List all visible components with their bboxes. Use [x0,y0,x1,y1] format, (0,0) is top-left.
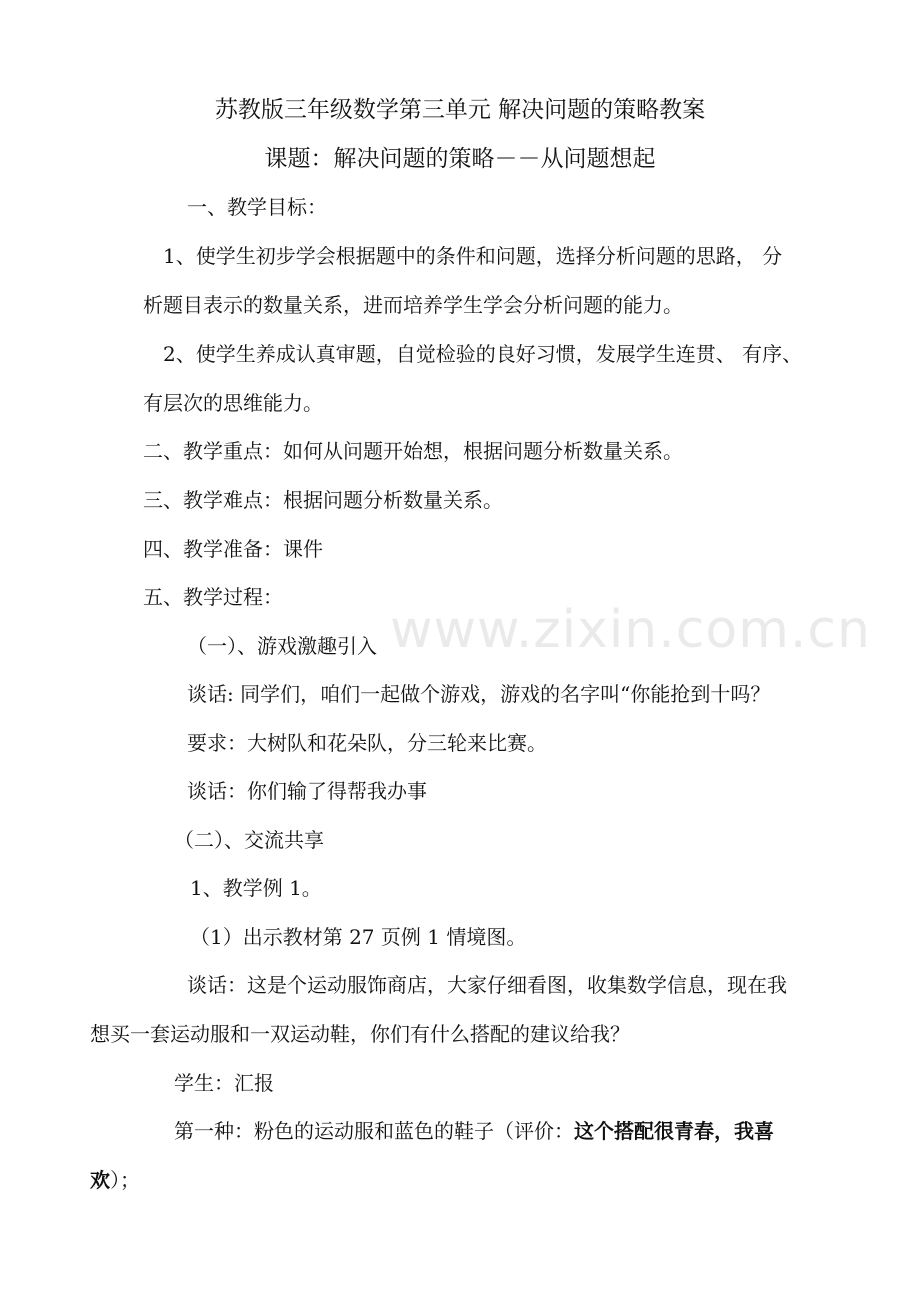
objective-1-line-2: 析题目表示的数量关系，进而培养学生学会分析问题的能力。 [143,293,683,317]
paragraph-requirement: 要求：大树队和花朵队，分三轮来比赛。 [187,731,547,755]
objective-1-line-1: 1、使学生初步学会根据题中的条件和问题，选择分析问题的思路， 分 [163,244,783,268]
section-preparation: 四、教学准备：课件 [143,537,323,561]
subsection-sharing: （二）、交流共享 [174,828,324,852]
objective-2-line-1: 2、使学生养成认真审题，自觉检验的良好习惯，发展学生连贯、 有序、 [163,342,803,366]
section-key-points: 二、教学重点：如何从问题开始想，根据问题分析数量关系。 [143,439,683,463]
paragraph-talk-3-line-2: 想买一套运动服和一双运动鞋，你们有什么搭配的建议给我？ [90,1022,630,1046]
option-1-comment: 这个搭配很青春，我喜 [574,1119,774,1143]
section-heading-objectives: 一、教学目标： [187,195,327,219]
paragraph-option-1-line-2 [90,1166,140,1194]
section-difficulties: 三、教学难点：根据问题分析数量关系。 [143,488,503,512]
paragraph-student-report: 学生：汇报 [174,1071,274,1095]
paragraph-option-1-line-1 [174,1117,774,1145]
option-1-comment-end: 欢 [90,1168,110,1192]
option-1-text: 第一种：粉色的运动服和蓝色的鞋子（评价： [174,1119,574,1143]
document-subtitle: 课题：解决问题的策略－－从问题想起 [264,146,656,172]
subsection-game: （一）、游戏激趣引入 [187,634,377,658]
option-1-text-end: ）； [110,1168,140,1192]
paragraph-talk-1: 谈话: 同学们，咱们一起做个游戏，游戏的名字叫“你能抢到十吗？ [187,682,771,706]
document-title: 苏教版三年级数学第三单元 解决问题的策略教案 [214,97,706,123]
example-1-heading: 1、教学例 1。 [190,876,322,900]
watermark: www.zixin.com.cn [390,600,871,660]
section-process: 五、教学过程： [143,585,283,609]
example-1-step-1: （1）出示教材第 27 页例 1 情境图。 [190,925,527,949]
paragraph-talk-3-line-1: 谈话：这是个运动服饰商店，大家仔细看图，收集数学信息，现在我 [187,973,787,997]
objective-2-line-2: 有层次的思维能力。 [143,391,323,415]
paragraph-talk-2: 谈话：你们输了得帮我办事 [187,779,427,803]
